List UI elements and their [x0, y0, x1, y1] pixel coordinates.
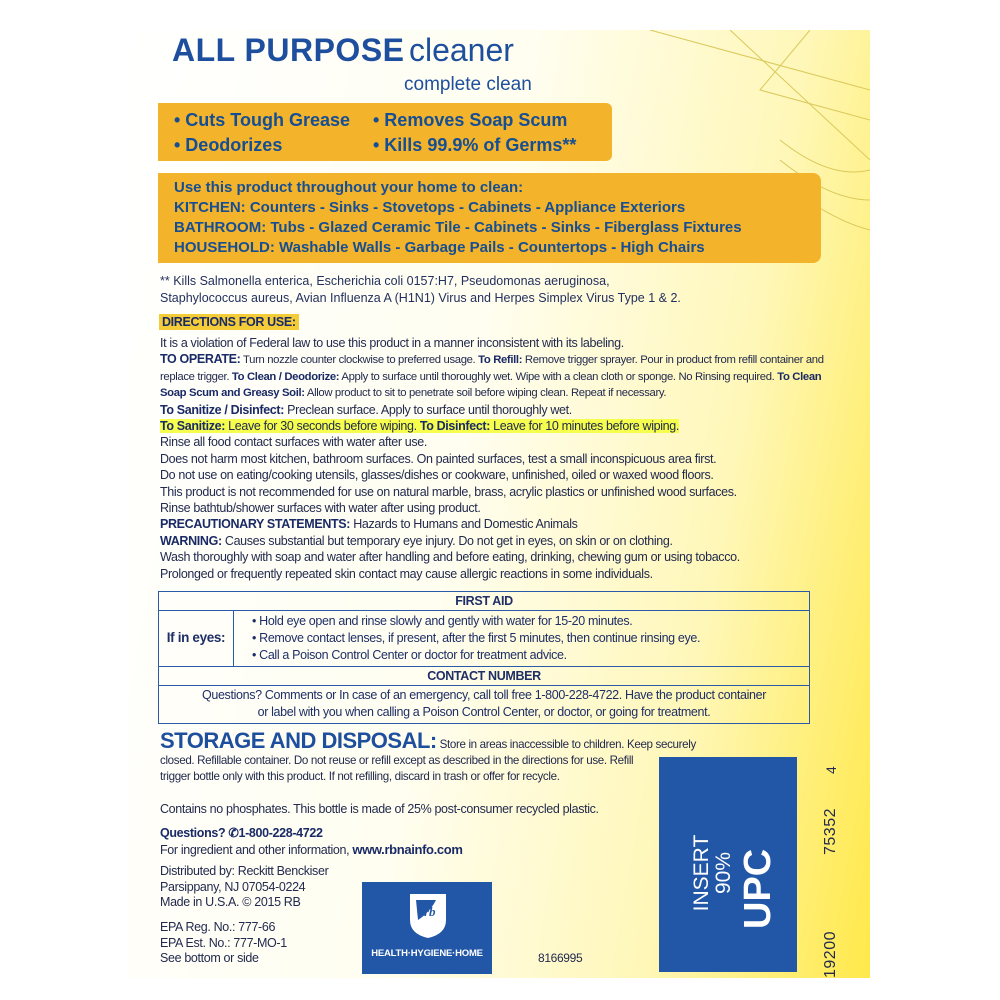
distributor-line-1: Distributed by: Reckitt Benckiser	[160, 864, 329, 878]
line3-prefix: replace trigger.	[160, 370, 232, 383]
upc-percent: 90%	[712, 851, 735, 895]
contact-line-1: Questions? Comments or In case of an emergency, call toll free 1-800-228-4722. Have the product container	[201, 688, 767, 702]
storage-line-1: Store in areas inaccessible to children. Keep securely	[439, 738, 696, 751]
product-subtitle: complete clean	[404, 74, 532, 95]
uses-intro: Use this product throughout your home to clean:	[174, 179, 524, 196]
disinfect-text: Leave for 10 minutes before wiping.	[490, 419, 679, 434]
website-link[interactable]: www.rbnainfo.com	[352, 841, 463, 857]
distributor-block	[160, 864, 328, 911]
operate-line	[160, 351, 824, 368]
storage-title: STORAGE AND DISPOSAL:	[160, 728, 437, 753]
sanitize-line	[160, 402, 824, 418]
clean2-label-b: Soap Scum and Greasy Soil:	[160, 387, 305, 400]
sanitize-text: Preclean surface. Apply to surface until thoroughly wet.	[284, 402, 572, 417]
storage-section	[160, 728, 696, 785]
title-light: cleaner	[408, 32, 514, 68]
uses-box	[158, 173, 821, 263]
footnote-line-1: ** Kills Salmonella enterica, Escherichia coli 0157:H7, Pseudomonas aeruginosa,	[160, 274, 610, 288]
claim-soap-scum: • Removes Soap Scum	[373, 110, 568, 130]
first-aid-eyes-row	[159, 611, 810, 667]
rb-logo-icon	[406, 890, 450, 940]
warning-text: Causes substantial but temporary eye injury. Do not get in eyes, on skin or on clothing.	[221, 533, 673, 548]
product-title	[172, 32, 514, 69]
no-harm-line: Does not harm most kitchen, bathroom surfaces. On painted surfaces, test a small inconspicuous area first.	[160, 451, 717, 466]
claim-deodorizes: • Deodorizes	[174, 135, 283, 155]
epa-see: See bottom or side	[160, 951, 259, 965]
first-aid-step-3: • Call a Poison Control Center or doctor for treatment advice.	[252, 648, 567, 662]
clean-label: To Clean / Deodorize:	[231, 370, 340, 383]
uses-kitchen: KITCHEN: Counters - Sinks - Stovetops - Cabinets - Appliance Exteriors	[174, 199, 686, 216]
directions-block	[160, 335, 824, 582]
contact-text	[159, 686, 810, 724]
epa-est: EPA Est. No.: 777-MO-1	[160, 935, 287, 950]
refill-label: To Refill:	[478, 354, 523, 367]
rb-logo-mark: rb	[424, 904, 436, 919]
operate-text: Turn nozzle counter clockwise to preferred usage.	[240, 354, 479, 367]
clean2-text: Allow product to sit to penetrate soil before wiping clean. Repeat if necessary.	[304, 387, 667, 400]
first-aid-heading: FIRST AID	[159, 592, 810, 611]
rinse-food-line: Rinse all food contact surfaces with water after use.	[160, 435, 428, 450]
directions-heading-row	[159, 314, 299, 330]
product-code: 8166995	[538, 951, 583, 965]
distributor-line-2: Parsippany, NJ 07054-0224	[160, 879, 306, 894]
product-label	[128, 30, 870, 978]
upc-digit: 4	[823, 766, 839, 774]
not-recommended-line: This product is not recommended for use on natural marble, brass, acrylic plastics or unfinished wood surfaces.	[160, 484, 737, 499]
contact-text-row	[159, 686, 810, 724]
epa-block	[160, 920, 287, 967]
upc-placeholder	[659, 757, 797, 972]
upc-number-left: 19200	[822, 931, 839, 978]
warning-line	[160, 533, 824, 549]
wash-line: Wash thoroughly with soap and water after handling and before eating, drinking, chewing gum or using tobacco.	[160, 550, 740, 565]
first-aid-step-2: • Remove contact lenses, if present, after the first 5 minutes, then continue rinsing eye.	[252, 631, 701, 645]
contact-heading: CONTACT NUMBER	[159, 667, 810, 686]
sanitize-label: To Sanitize / Disinfect:	[160, 402, 285, 417]
refill-text: Remove trigger sprayer. Pour in product from refill container and	[522, 354, 824, 367]
storage-first-line	[160, 728, 696, 753]
if-in-eyes-label: If in eyes:	[159, 611, 234, 667]
rinse-tub-line: Rinse bathtub/shower surfaces with water after using product.	[160, 501, 481, 516]
warning-label: WARNING:	[160, 533, 222, 548]
storage-line-2: closed. Refillable container. Do not reuse or refill except as described in the directions for use. Refill	[160, 754, 634, 767]
first-aid-steps	[234, 611, 810, 667]
ingredient-line	[160, 842, 463, 859]
contact-line-2: or label with you when calling a Poison Control Center, or doctor, or going for treatment.	[257, 705, 711, 719]
clean-text: Apply to surface until thoroughly wet. Wipe with a clean cloth or sponge. No Rinsing required.	[339, 370, 778, 383]
claim-germs: • Kills 99.9% of Germs**	[373, 135, 577, 155]
upc-insert: INSERT	[690, 834, 713, 912]
upc-label: UPC	[737, 848, 779, 929]
sanitize2-label: To Sanitize:	[160, 419, 226, 434]
distributor-line-3: Made in U.S.A. © 2015 RB	[160, 895, 301, 909]
rb-logo-box	[362, 882, 492, 974]
clean2-label-a: To Clean	[777, 370, 822, 383]
uses-bathroom: BATHROOM: Tubs - Glazed Ceramic Tile - Cabinets - Sinks - Fiberglass Fixtures	[174, 219, 742, 236]
upc-number-right: 75352	[822, 808, 839, 855]
disinfect-label: To Disinfect:	[419, 419, 491, 434]
contact-header-row	[159, 667, 810, 686]
contact-info	[160, 825, 463, 858]
sanitize-time-highlight	[160, 419, 679, 433]
title-bold: ALL PURPOSE	[172, 32, 405, 68]
epa-reg: EPA Reg. No.: 777-66	[160, 920, 276, 934]
clean-line	[160, 369, 824, 385]
first-aid-table	[158, 591, 810, 724]
sanitize-time-line	[160, 418, 824, 434]
phosphates-note: Contains no phosphates. This bottle is made of 25% post-consumer recycled plastic.	[160, 802, 599, 816]
federal-law-line: It is a violation of Federal law to use this product in a manner inconsistent with its labeling.	[160, 336, 624, 350]
operate-label: TO OPERATE:	[160, 352, 241, 367]
germs-footnote	[160, 273, 681, 307]
prolonged-line: Prolonged or frequently repeated skin contact may cause allergic reactions in some individuals.	[160, 566, 653, 581]
upc-insert-text	[691, 803, 735, 943]
soap-scum-line	[160, 385, 824, 401]
claim-grease: • Cuts Tough Grease	[174, 110, 350, 130]
rb-tagline: HEALTH·HYGIENE·HOME	[371, 948, 483, 959]
first-aid-step-1: • Hold eye open and rinse slowly and gently with water for 15-20 minutes.	[252, 614, 633, 628]
footnote-line-2: Staphylococcus aureus, Avian Influenza A (H1N1) Virus and Herpes Simplex Virus Type 1 & 2.	[160, 291, 681, 305]
sanitize2-text: Leave for 30 seconds before wiping.	[225, 419, 420, 434]
claims-box	[158, 103, 612, 161]
no-use-line: Do not use on eating/cooking utensils, glasses/dishes or cookware, unfinished, oiled or waxed wood floors.	[160, 468, 714, 483]
storage-line-3: trigger bottle only with this product. If not refilling, discard in trash or offer for recycle.	[160, 770, 560, 783]
uses-household: HOUSEHOLD: Washable Walls - Garbage Pails - Countertops - High Chairs	[174, 239, 705, 256]
first-aid-header-row	[159, 592, 810, 611]
precaution-line	[160, 516, 824, 532]
ingredient-info: For ingredient and other information,	[160, 842, 353, 857]
questions-phone: Questions? ✆1-800-228-4722	[160, 826, 323, 840]
precaution-label: PRECAUTIONARY STATEMENTS:	[160, 517, 351, 532]
precaution-text: Hazards to Humans and Domestic Animals	[350, 517, 578, 532]
directions-heading: DIRECTIONS FOR USE:	[159, 314, 299, 330]
